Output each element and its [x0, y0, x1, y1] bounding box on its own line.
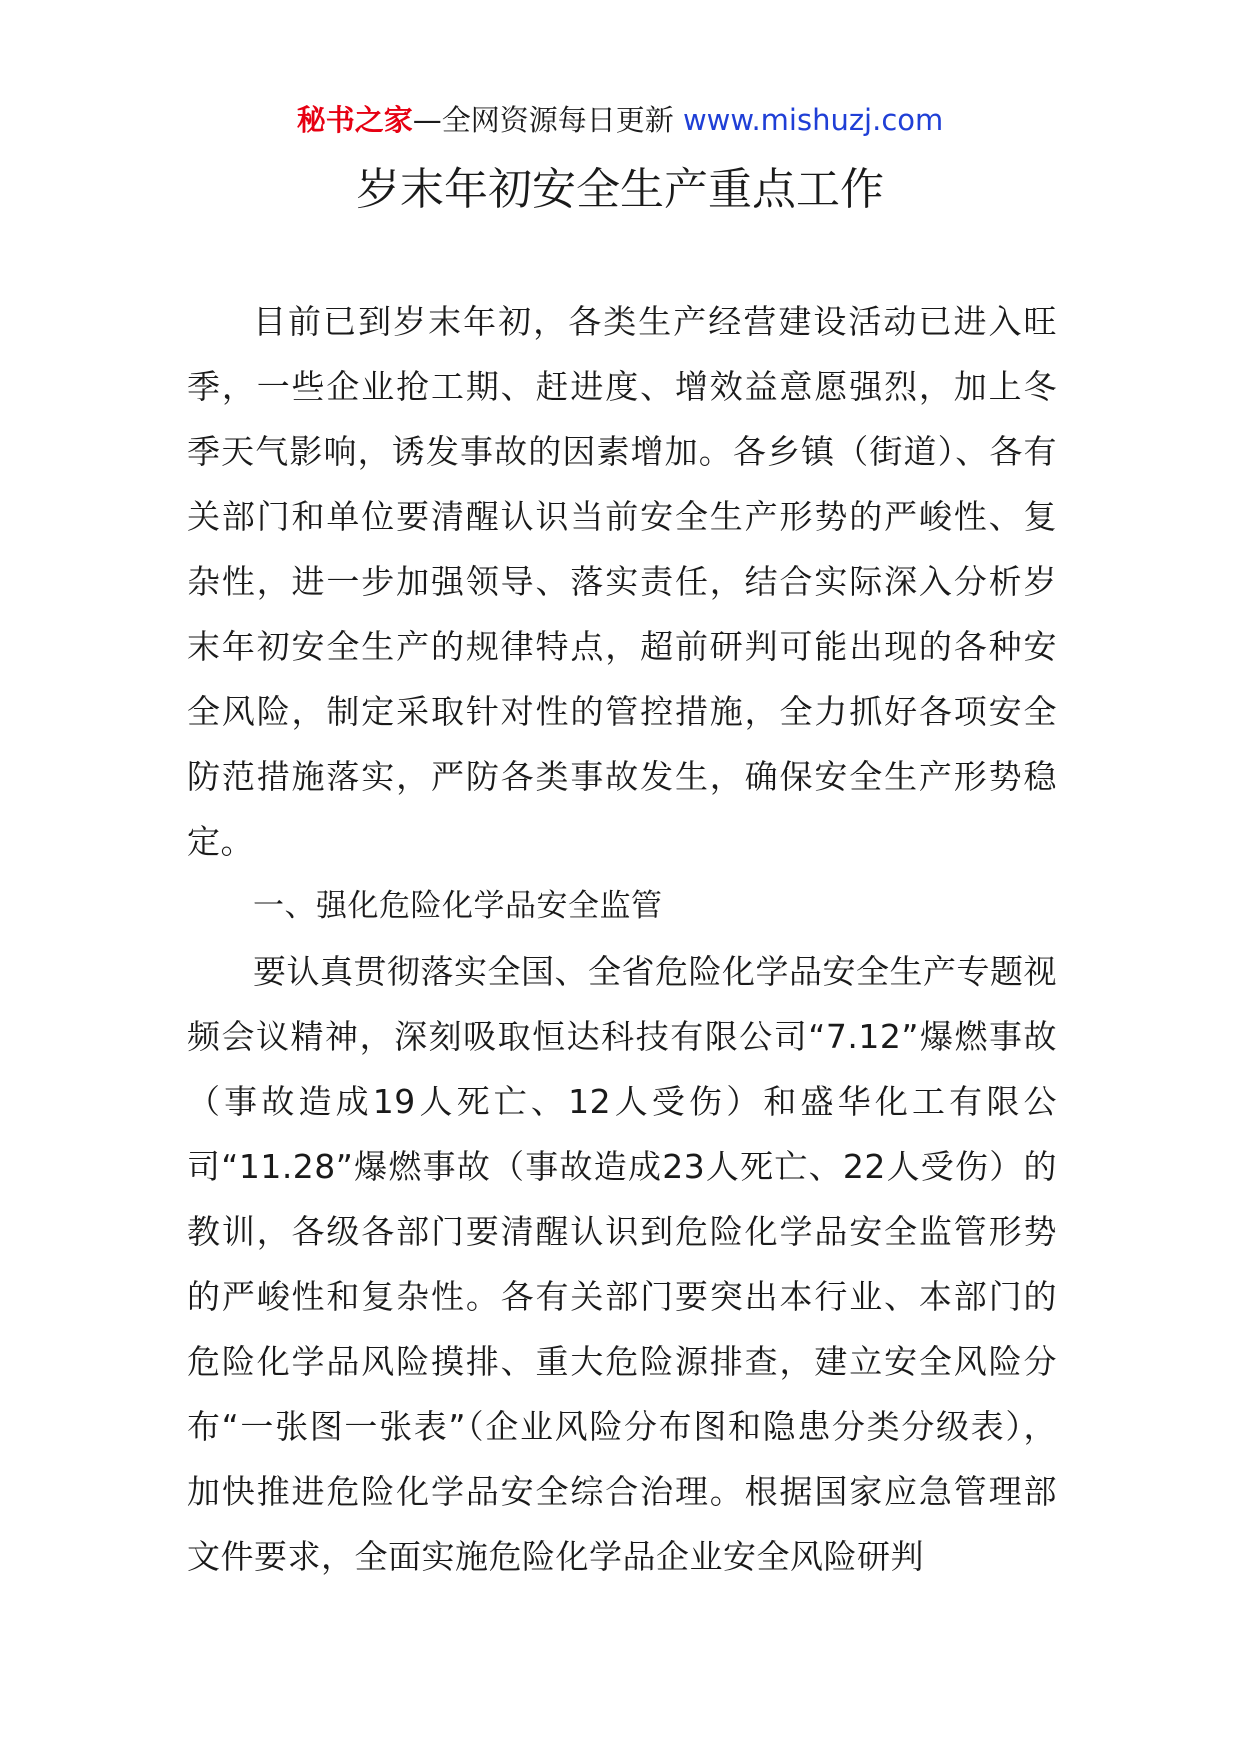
section-heading-1: 一、强化危险化学品安全监管	[253, 888, 663, 924]
section-1-paragraph: 要认真贯彻落实全国、全省危险化学品安全生产专题视频会议精神，深刻吸取恒达科技有限公司“7.12”爆燃事故（事故造成19人死亡、12人受伤）和盛华化工有限公司“11.28”爆燃事故（事故造成23人死亡、22人受伤）的教训，各级各部门要清醒认识到危险化学品安全监管形势的严峻性和复杂性。各有关部门要突出本行业、本部门的危险化学品风险摸排、重大危险源排查，建立安全风险分布“一张图一张表”（企业风险分布图和隐患分类分级表），加快推进危险化学品安全综合治理。根据国家应急管理部文件要求，全面实施危险化学品企业安全风险研判	[187, 952, 1057, 1576]
site-header	[0, 100, 1240, 140]
intro-paragraph: 目前已到岁末年初，各类生产经营建设活动已进入旺季，一些企业抢工期、赶进度、增效益意愿强烈，加上冬季天气影响，诱发事故的因素增加。各乡镇（街道）、各有关部门和单位要清醒认识当前安全生产形势的严峻性、复杂性，进一步加强领导、落实责任，结合实际深入分析岁末年初安全生产的规律特点，超前研判可能出现的各种安全风险，制定采取针对性的管控措施，全力抓好各项安全防范措施落实，严防各类事故发生，确保安全生产形势稳定。	[187, 302, 1057, 861]
document-title: 岁末年初安全生产重点工作	[356, 164, 884, 215]
document-body	[187, 289, 1057, 1589]
brand-name: 秘书之家	[296, 103, 413, 137]
site-url-link[interactable]: www.mishuzj.com	[682, 103, 944, 137]
header-tagline: —全网资源每日更新	[412, 103, 674, 137]
